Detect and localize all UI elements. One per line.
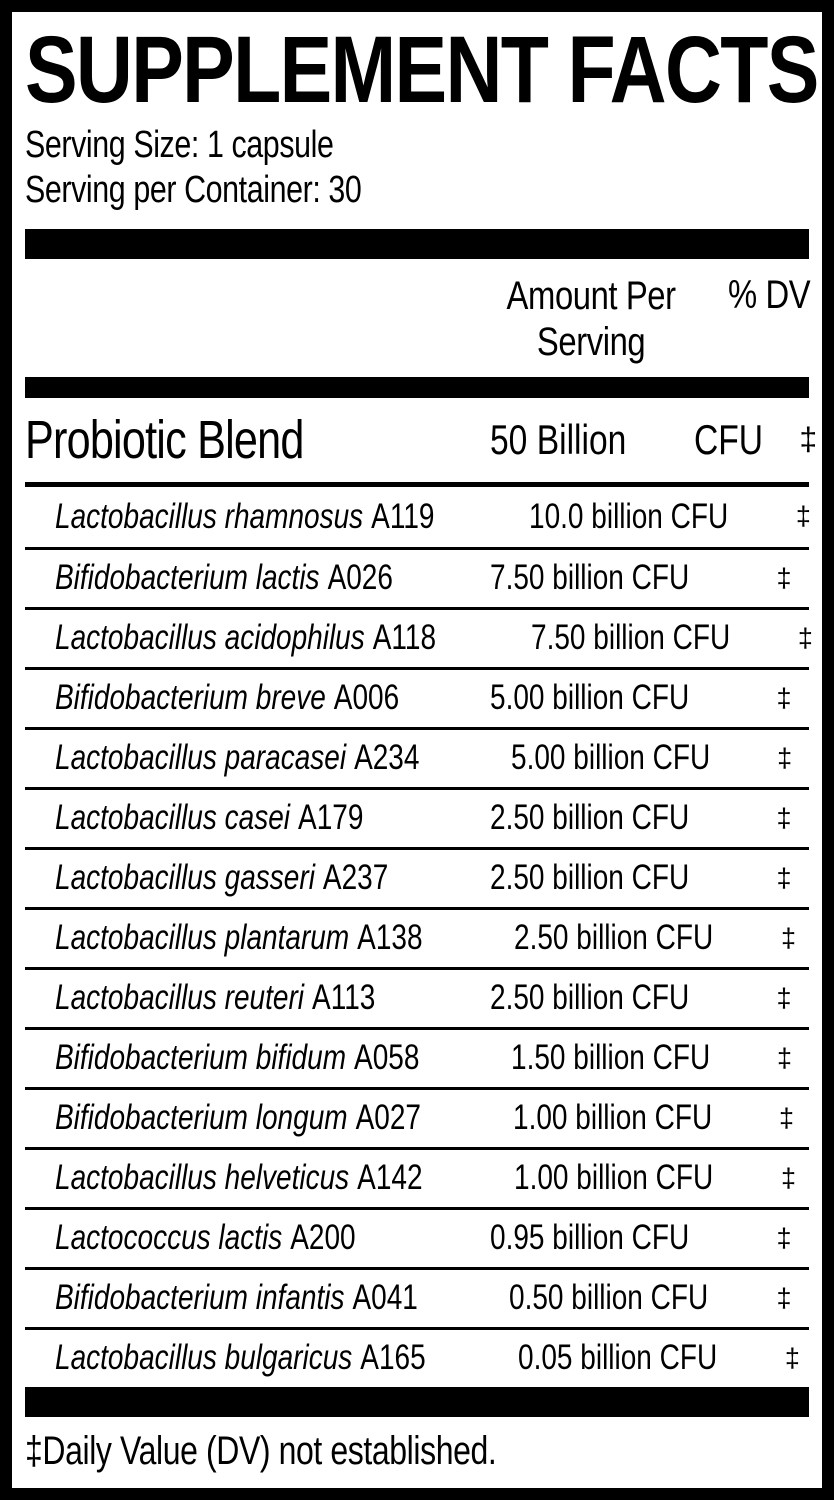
probiotic-blend-row [25,398,818,482]
table-row [25,1087,809,1147]
ingredient-dv: ‡ [776,802,792,833]
ingredient-table [25,482,813,1387]
table-row [25,1267,809,1327]
ingredient-dv: ‡ [797,622,813,653]
ingredient-amount: 2.50 billion CFU [490,858,690,898]
blend-amount: 50 Billion CFU [490,415,764,463]
ingredient-amount: 5.00 billion CFU [510,738,710,778]
ingredient-dv: ‡ [776,862,792,893]
table-row [25,607,813,667]
ingredient-name: Lactococcus lactis A200 [55,1218,356,1258]
ingredient-name: Bifidobacterium bifidum A058 [55,1038,420,1078]
serving-size: Serving Size: 1 capsule [25,123,334,166]
ingredient-amount: 0.95 billion CFU [490,1218,690,1258]
table-row [25,1327,809,1387]
ingredient-name: Bifidobacterium longum A027 [55,1098,421,1138]
servings-per-container: Serving per Container: 30 [25,168,362,211]
ingredient-amount: 2.50 billion CFU [490,798,690,838]
ingredient-dv: ‡ [778,1102,795,1133]
ingredient-amount: 0.50 billion CFU [508,1278,708,1318]
ingredient-dv: ‡ [780,922,796,953]
ingredient-name: Bifidobacterium breve A006 [55,678,400,718]
table-row [25,847,809,907]
ingredient-name: Lactobacillus gasseri A237 [55,858,389,898]
ingredient-amount: 5.00 billion CFU [490,678,690,718]
ingredient-name: Lactobacillus casei A179 [55,798,364,838]
ingredient-name: Lactobacillus bulgaricus A165 [55,1338,426,1378]
ingredient-amount: 7.50 billion CFU [531,618,731,658]
ingredient-name: Lactobacillus helveticus A142 [55,1158,423,1198]
ingredient-name: Lactobacillus plantarum A138 [55,918,423,958]
table-row [25,487,809,547]
ingredient-dv: ‡ [777,742,793,773]
blend-name: Probiotic Blend [25,409,304,470]
blend-dv: ‡ [799,421,818,458]
label-title: SUPPLEMENT FACTS [25,17,818,123]
table-row [25,727,809,787]
ingredient-name: Bifidobacterium infantis A041 [55,1278,418,1318]
separator-bar-top [25,229,809,259]
ingredient-dv: ‡ [784,1342,800,1373]
ingredient-amount: 1.50 billion CFU [510,1038,710,1078]
table-row [25,787,809,847]
table-row [25,1027,809,1087]
percent-dv-header: % DV [728,272,811,317]
ingredient-amount: 10.0 billion CFU [529,496,729,536]
table-row [25,547,809,607]
ingredient-dv: ‡ [780,1162,796,1193]
separator-bar-middle [25,377,809,398]
ingredient-name: Lactobacillus reuteri A113 [55,978,376,1018]
column-headers [25,259,809,377]
ingredient-dv: ‡ [795,501,811,532]
ingredient-name: Bifidobacterium lactis A026 [55,558,393,598]
blend-unit: CFU [694,415,764,463]
ingredient-name: Lactobacillus paracasei A234 [55,738,420,778]
table-row [25,967,809,1027]
table-row [25,667,809,727]
table-row [25,1207,809,1267]
ingredient-name: Lactobacillus rhamnosus A119 [55,496,435,536]
daily-value-footnote: ‡Daily Value (DV) not established. [25,1428,497,1473]
ingredient-dv: ‡ [776,1282,792,1313]
ingredient-amount: 0.05 billion CFU [518,1338,718,1378]
table-row [25,1147,809,1207]
ingredient-name: Lactobacillus acidophilus A118 [55,618,437,658]
ingredient-dv: ‡ [776,682,792,713]
ingredient-dv: ‡ [777,1042,793,1073]
amount-per-serving-header: Amount Per Serving [506,273,676,364]
ingredient-dv: ‡ [776,1222,792,1253]
ingredient-dv: ‡ [776,982,792,1013]
ingredient-amount: 1.00 billion CFU [514,1158,714,1198]
ingredient-amount: 7.50 billion CFU [490,558,690,598]
ingredient-amount: 2.50 billion CFU [490,978,690,1018]
ingredient-amount: 1.00 billion CFU [512,1098,712,1138]
ingredient-dv: ‡ [776,562,792,593]
separator-bar-bottom [25,1387,809,1417]
table-row [25,907,809,967]
ingredient-amount: 2.50 billion CFU [514,918,714,958]
